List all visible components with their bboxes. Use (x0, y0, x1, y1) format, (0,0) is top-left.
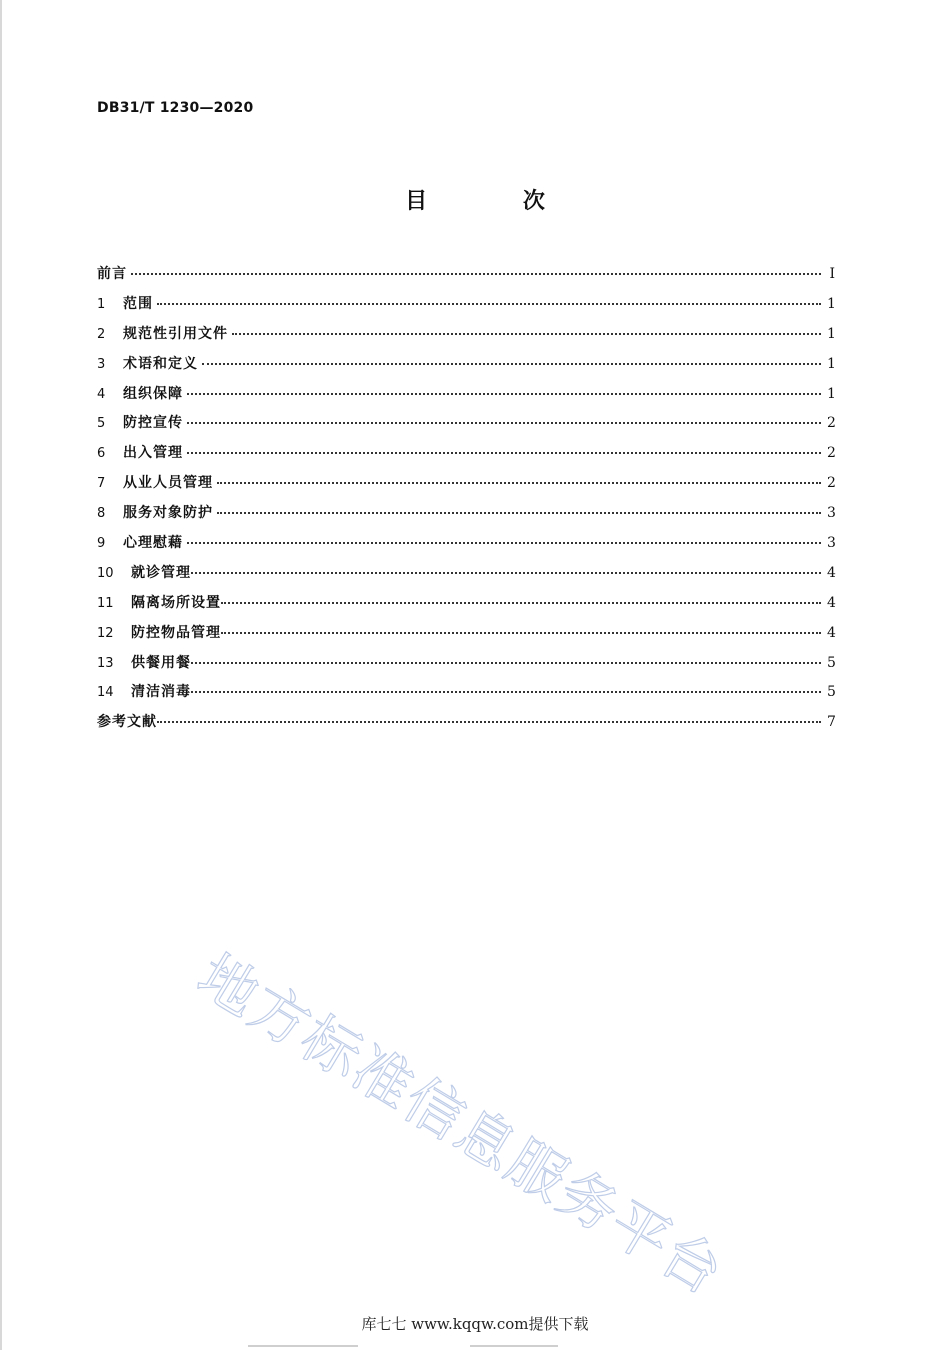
toc-entry-number: 4 (97, 386, 106, 402)
toc-entry-number: 13 (97, 655, 114, 671)
download-footer: 库七七 www.kqqw.com提供下载 (361, 1315, 589, 1333)
toc-entry-2[interactable] (97, 323, 835, 353)
toc-entry-label: 术语和定义 (123, 355, 198, 372)
dot-leader (191, 691, 821, 693)
toc-entry-number: 11 (97, 595, 114, 611)
toc-entry-number: 9 (97, 536, 106, 552)
toc-entry-label: 前言 (97, 266, 127, 282)
toc-entry-number: 12 (97, 625, 114, 641)
toc-entry-page: 2 (827, 445, 836, 462)
toc-entry-number: 3 (97, 356, 106, 372)
toc-entry-number: 8 (97, 506, 106, 522)
toc-entry-number: 14 (97, 685, 114, 701)
dot-leader (191, 572, 821, 574)
toc-entry-label: 范围 (123, 295, 153, 312)
toc-entry-12[interactable] (97, 622, 835, 652)
standard-code: DB31/T 1230—2020 (97, 100, 254, 116)
toc-entry-foreword[interactable] (97, 263, 835, 293)
scan-artifact-line (470, 1345, 558, 1347)
dot-leader (191, 662, 821, 664)
dot-leader (221, 602, 821, 604)
toc-entry-label: 防控宣传 (123, 415, 183, 432)
toc-title: 目 次 (405, 189, 589, 214)
toc-entry-number: 7 (97, 476, 106, 492)
toc-entry-label: 防控物品管理 (131, 624, 221, 641)
dot-leader (217, 482, 821, 484)
toc-entry-page: 1 (827, 385, 836, 402)
dot-leader (187, 422, 821, 424)
dot-leader (232, 333, 821, 335)
dot-leader (217, 512, 821, 514)
watermark-text: 地方标准信息服务平台 (186, 941, 736, 1309)
toc-entry-page: 5 (827, 684, 836, 701)
dot-leader (187, 393, 821, 395)
toc-entry-references[interactable] (97, 711, 835, 741)
toc-entry-page: 5 (827, 654, 836, 671)
toc-entry-13[interactable] (97, 652, 835, 682)
toc-entry-page: 2 (827, 415, 836, 432)
toc-entry-number: 10 (97, 565, 114, 581)
toc-entry-10[interactable] (97, 562, 835, 592)
toc-entry-page: 4 (827, 624, 836, 641)
toc-entry-label: 组织保障 (123, 385, 183, 402)
toc-entry-page: 1 (827, 355, 836, 372)
toc-entry-6[interactable] (97, 442, 835, 472)
dot-leader (157, 721, 821, 723)
toc-entry-5[interactable] (97, 412, 835, 442)
dot-leader (221, 632, 821, 634)
toc-entry-page: 3 (827, 505, 836, 522)
toc-entry-11[interactable] (97, 592, 835, 622)
toc-entry-label: 参考文献 (97, 714, 157, 731)
toc-entry-page: 4 (827, 594, 836, 611)
toc-entry-page: I (829, 266, 835, 282)
toc-entry-number: 1 (97, 296, 106, 312)
toc-entry-9[interactable] (97, 532, 835, 562)
toc-entry-14[interactable] (97, 681, 835, 711)
toc-entry-label: 从业人员管理 (123, 475, 213, 492)
toc-entry-page: 7 (827, 714, 836, 731)
toc-entry-label: 供餐用餐 (131, 654, 191, 671)
table-of-contents (97, 263, 835, 741)
dot-leader (157, 303, 821, 305)
toc-entry-8[interactable] (97, 502, 835, 532)
dot-leader (202, 363, 821, 365)
dot-leader (187, 542, 821, 544)
toc-entry-number: 6 (97, 446, 106, 462)
toc-entry-page: 2 (827, 475, 836, 492)
toc-entry-4[interactable] (97, 383, 835, 413)
dot-leader (131, 273, 821, 275)
toc-entry-label: 心理慰藉 (123, 535, 183, 552)
toc-entry-page: 1 (827, 295, 836, 312)
toc-entry-1[interactable] (97, 293, 835, 323)
toc-entry-label: 服务对象防护 (123, 505, 213, 522)
toc-entry-page: 3 (827, 535, 836, 552)
toc-entry-label: 规范性引用文件 (123, 325, 228, 342)
toc-entry-page: 4 (827, 564, 836, 581)
dot-leader (187, 452, 821, 454)
toc-entry-label: 就诊管理 (131, 564, 191, 581)
toc-entry-label: 隔离场所设置 (131, 594, 221, 611)
toc-entry-7[interactable] (97, 472, 835, 502)
toc-entry-number: 5 (97, 416, 106, 432)
scan-artifact-line (248, 1345, 358, 1347)
toc-entry-number: 2 (97, 326, 106, 342)
toc-entry-label: 出入管理 (123, 445, 183, 462)
toc-entry-label: 清洁消毒 (131, 684, 191, 701)
toc-entry-3[interactable] (97, 353, 835, 383)
toc-entry-page: 1 (827, 325, 836, 342)
